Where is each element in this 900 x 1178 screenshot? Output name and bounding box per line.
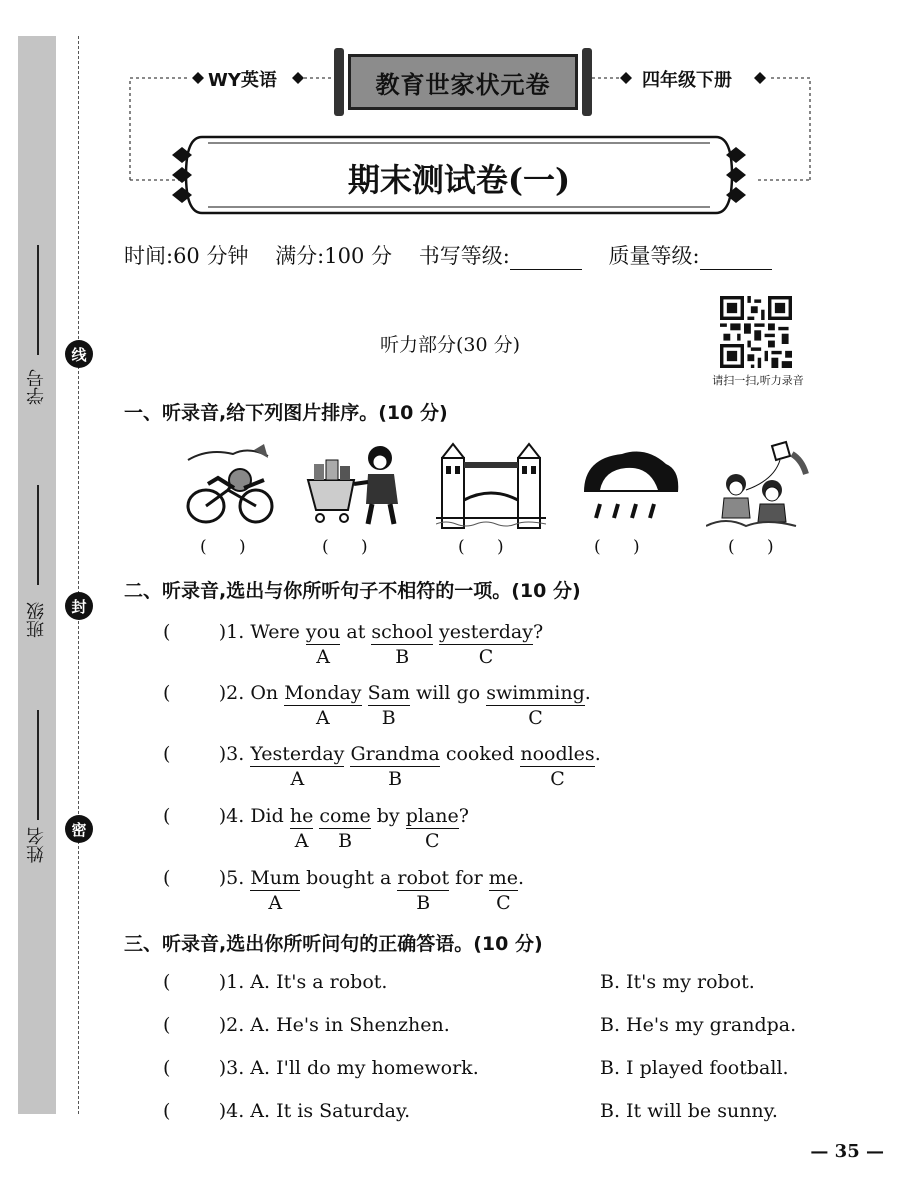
seal-line: 线 bbox=[65, 340, 93, 368]
sentence-text: . bbox=[584, 682, 591, 704]
class-blank bbox=[37, 485, 39, 585]
option-letter: C bbox=[528, 707, 543, 729]
shopping-cart-picture bbox=[302, 440, 412, 530]
underlined-option bbox=[520, 742, 595, 790]
seal-secret: 密 bbox=[65, 815, 93, 843]
rain-cloud-picture bbox=[576, 440, 686, 530]
question-row[interactable]: ( )3. A. I'll do my homework. bbox=[163, 1057, 479, 1079]
seal-seal: 封 bbox=[65, 592, 93, 620]
option-word: school bbox=[371, 621, 433, 643]
underlined-option bbox=[350, 742, 440, 790]
underlined-option bbox=[405, 804, 459, 852]
option-word: come bbox=[319, 805, 371, 827]
listening-part-title: 听力部分(30 分) bbox=[379, 334, 521, 356]
section3-title: 三、听录音,选出你所听问句的正确答语。(10 分) bbox=[124, 933, 543, 955]
picture-answer-4[interactable]: ( ) bbox=[594, 537, 640, 557]
student-id-label: 学号 bbox=[26, 369, 47, 405]
title-banner bbox=[186, 133, 732, 217]
option-letter: C bbox=[550, 768, 565, 790]
option-letter: B bbox=[416, 892, 431, 914]
option-b[interactable]: B. It's my robot. bbox=[600, 971, 755, 993]
sentence-text: ? bbox=[458, 805, 469, 827]
underlined-option bbox=[371, 620, 433, 668]
underlined-option bbox=[397, 866, 450, 914]
underlined-option bbox=[488, 866, 519, 914]
option-letter: A bbox=[316, 707, 330, 729]
time-limit: 时间:60 分钟 bbox=[124, 244, 249, 268]
quality-grade-label: 质量等级: bbox=[608, 244, 700, 268]
option-word: noodles bbox=[520, 743, 595, 765]
question-row[interactable]: ( )1. A. It's a robot. bbox=[163, 971, 388, 993]
section2-title: 二、听录音,选出与你所听句子不相符的一项。(10 分) bbox=[124, 580, 581, 602]
brand-title: 教育世家状元卷 bbox=[348, 54, 578, 110]
underlined-option bbox=[486, 681, 585, 729]
picture-answer-1[interactable]: ( ) bbox=[200, 537, 246, 557]
brand-banner bbox=[334, 48, 592, 116]
question-number[interactable]: ( )1. bbox=[163, 621, 245, 643]
sentence-text: Did bbox=[250, 805, 290, 827]
quality-grade-blank[interactable] bbox=[700, 269, 772, 270]
underlined-option bbox=[367, 681, 410, 729]
underlined-option bbox=[250, 866, 301, 914]
picture-answer-3[interactable]: ( ) bbox=[458, 537, 504, 557]
qr-code-icon[interactable] bbox=[720, 296, 792, 368]
option-word: Monday bbox=[284, 682, 362, 704]
question-row[interactable] bbox=[163, 866, 525, 914]
question-row[interactable]: ( )2. A. He's in Shenzhen. bbox=[163, 1014, 450, 1036]
underlined-option bbox=[250, 742, 345, 790]
section1-title: 一、听录音,给下列图片排序。(10 分) bbox=[124, 402, 448, 424]
option-word: you bbox=[305, 621, 341, 643]
class-label: 班级 bbox=[26, 602, 47, 638]
option-letter: A bbox=[294, 830, 309, 852]
underlined-option bbox=[289, 804, 314, 852]
underlined-option bbox=[284, 681, 362, 729]
sentence-text: . bbox=[594, 743, 601, 765]
underlined-option bbox=[305, 620, 341, 668]
grade-tag: 四年级下册 bbox=[642, 70, 732, 91]
option-letter: B bbox=[395, 646, 410, 668]
sentence-text: cooked bbox=[439, 743, 521, 765]
option-word: Sam bbox=[367, 682, 410, 704]
option-word: Mum bbox=[250, 867, 301, 889]
exam-title: 期末测试卷(一) bbox=[347, 161, 571, 199]
sentence-text: will go bbox=[409, 682, 487, 704]
sentence-text: for bbox=[449, 867, 489, 889]
option-letter: A bbox=[268, 892, 283, 914]
writing-grade-label: 书写等级: bbox=[418, 244, 510, 268]
question-row[interactable]: ( )4. A. It is Saturday. bbox=[163, 1100, 411, 1122]
sentence-text: by bbox=[370, 805, 406, 827]
sentence-text: . bbox=[518, 867, 525, 889]
subject-tag: WY英语 bbox=[208, 70, 277, 91]
option-letter: B bbox=[381, 707, 396, 729]
name-label: 姓名 bbox=[26, 827, 47, 863]
option-letter: C bbox=[496, 892, 511, 914]
picture-answer-2[interactable]: ( ) bbox=[322, 537, 368, 557]
question-row[interactable] bbox=[163, 804, 469, 852]
option-b[interactable]: B. It will be sunny. bbox=[600, 1100, 778, 1122]
question-row[interactable] bbox=[163, 742, 601, 790]
option-b[interactable]: B. He's my grandpa. bbox=[600, 1014, 797, 1036]
option-word: plane bbox=[405, 805, 459, 827]
writing-grade-blank[interactable] bbox=[510, 269, 582, 270]
option-letter: A bbox=[290, 768, 305, 790]
picture-answer-5[interactable]: ( ) bbox=[728, 537, 774, 557]
option-word: he bbox=[289, 805, 314, 827]
option-word: swimming bbox=[486, 682, 585, 704]
option-letter: A bbox=[316, 646, 330, 668]
bicycle-fall-picture bbox=[178, 440, 288, 530]
option-word: robot bbox=[397, 867, 450, 889]
question-number[interactable]: ( )3. bbox=[163, 743, 245, 765]
sentence-text: On bbox=[250, 682, 285, 704]
question-number[interactable]: ( )5. bbox=[163, 867, 245, 889]
underlined-option bbox=[439, 620, 533, 668]
option-letter: C bbox=[424, 830, 440, 852]
option-b[interactable]: B. I played football. bbox=[600, 1057, 789, 1079]
question-row[interactable] bbox=[163, 681, 591, 729]
option-word: Grandma bbox=[350, 743, 440, 765]
children-kite-picture bbox=[706, 440, 816, 530]
option-word: me bbox=[488, 867, 519, 889]
full-score: 满分:100 分 bbox=[275, 244, 393, 268]
sentence-text: Were bbox=[250, 621, 306, 643]
question-number[interactable]: ( )4. bbox=[163, 805, 245, 827]
option-word: yesterday bbox=[439, 621, 533, 643]
sentence-text: bought a bbox=[300, 867, 398, 889]
sentence-text: ? bbox=[532, 621, 544, 643]
question-number[interactable]: ( )2. bbox=[163, 682, 245, 704]
option-word: Yesterday bbox=[250, 743, 345, 765]
exam-info bbox=[124, 240, 772, 270]
binding-dashed-line bbox=[78, 36, 79, 1114]
option-letter: B bbox=[388, 768, 403, 790]
sentence-text: at bbox=[340, 621, 372, 643]
page-number: — 35 — bbox=[810, 1141, 884, 1162]
question-row[interactable] bbox=[163, 620, 544, 668]
tower-bridge-picture bbox=[436, 440, 546, 530]
option-letter: B bbox=[338, 830, 353, 852]
qr-caption: 请扫一扫,听力录音 bbox=[712, 374, 804, 387]
option-letter: C bbox=[478, 646, 494, 668]
underlined-option bbox=[319, 804, 371, 852]
name-blank bbox=[37, 710, 39, 820]
